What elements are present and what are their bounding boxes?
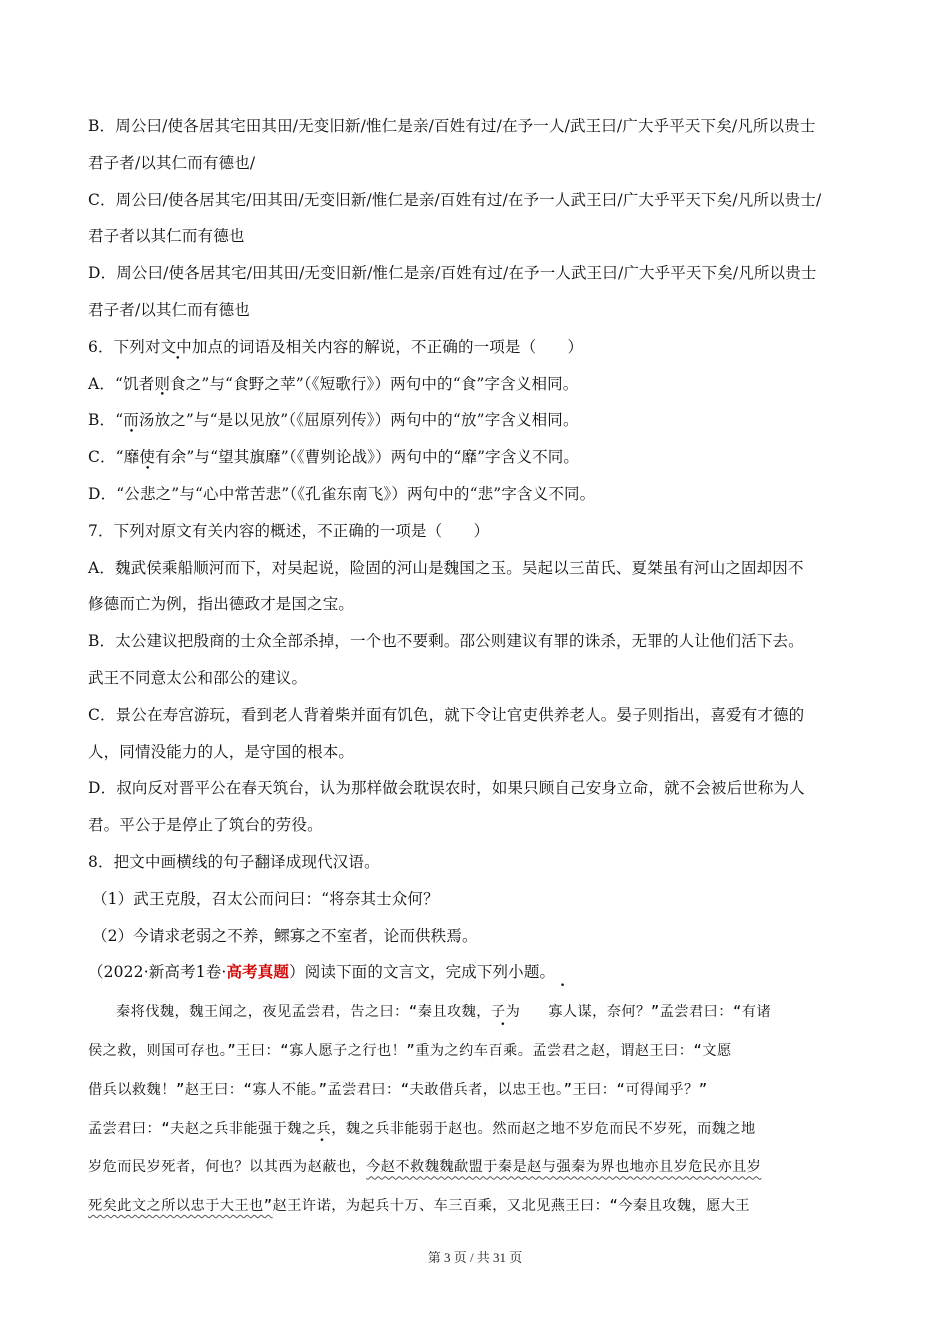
- passage-line-4: 孟尝君曰：“夫赵之兵非能强于魏之兵，魏之兵非能弱于赵也。然而赵之地不岁危而民不岁死，而魏之地: [88, 1120, 756, 1137]
- q8-stem: 8．把文中画横线的句子翻译成现代汉语。: [88, 852, 380, 871]
- source-post: ）阅读下面的文言文，完成下列小题。: [289, 963, 556, 982]
- q7-option-b-line1: B．太公建议把殷商的士众全部杀掉，一个也不要剩。邵公则建议有罪的诛杀，无罪的人让他们活下去。: [88, 632, 804, 651]
- passage-text: 。孟尝君之赵，谓赵王曰：“文愿: [517, 1042, 732, 1059]
- page-footer: 第 3 页 / 共 31 页: [427, 1250, 523, 1265]
- q6-option-c: [88, 439, 864, 476]
- classical-passage: [88, 993, 864, 1226]
- q8-sentence-1: （1）武王克殷，召太公而问曰：“将奈其士众何？: [92, 889, 439, 908]
- q6-d-dotted-word: 悲: [139, 484, 156, 503]
- q5-option-b-line1: B．周公曰/使各居其宅田其田/无变旧新/惟仁是亲/百姓有过/在予一人/武王曰/广大乎平天下矣/凡所以贵士: [88, 117, 816, 135]
- q6-a-dotted-word: 食: [170, 374, 186, 393]
- passage-text: 谋，奈何？”孟尝君曰：“有诸: [577, 1004, 772, 1021]
- page-content: [88, 108, 864, 1226]
- q6-option-b: [88, 402, 864, 439]
- q7-option-c-line2: 人，同情没能力的人，是守国的根本。: [88, 742, 355, 761]
- passage-line-2: [88, 1032, 864, 1071]
- q5-option-b-line2: 君子者/以其仁而有德也/: [88, 153, 256, 172]
- q6-c-post: 使有余”与“望其旗靡”（《曹刿论战》）两句中的“靡”字含义不同。: [139, 448, 580, 467]
- passage-wavy-underline: 死矣此文之所以忠于大王也”: [88, 1198, 273, 1215]
- q6-b-pre: B．“而汤: [88, 411, 155, 430]
- passage-line-5: [88, 1148, 864, 1187]
- q7-option-b-line2: 武王不同意太公和邵公的建议。: [88, 668, 308, 687]
- q6-a-pre: A．“饥者则: [88, 374, 171, 393]
- q6-a-post: 之”与“食野之苹”（《短歌行》）两句中的“食”字含义相同。: [185, 374, 579, 393]
- passage-text: 岁危而民岁死者，何也？以其西为: [88, 1159, 308, 1176]
- q5-option-d-line2: 君子者/以其仁而有德也: [88, 300, 250, 319]
- q6-c-dotted-word: 靡: [123, 448, 140, 467]
- q6-option-a: [88, 366, 864, 403]
- q6-b-post: 之”与“是以见放”（《屈原列传》）两句中的“放”字含义相同。: [170, 411, 579, 430]
- source-tag: 高考真题: [226, 962, 290, 982]
- q6-d-pre: D．“公: [88, 484, 140, 503]
- q7-stem: 7．下列对原文有关内容的概述，不正确的一项是（ ）: [88, 521, 490, 540]
- q7-option-c-line1: C．景公在寿宫游玩，看到老人背着柴并面有饥色，就下令让官吏供养老人。晏子则指出，喜爱有才德的: [88, 705, 805, 724]
- passage-dotted-word: 百乘: [488, 1042, 518, 1059]
- passage-line-3: 借兵以救魏！”赵王曰：“寡人不能。”孟尝君曰：“夫敢借兵者，以忠王也。”王曰：“可得闻乎？”: [88, 1081, 708, 1098]
- q6-c-pre: C．“: [88, 448, 124, 467]
- passage-line-6: [88, 1187, 864, 1226]
- q5-option-c-line1: C．周公曰/使各居其宅/田其田/无变旧新/惟仁是亲/百姓有过/在予一人武王曰/广大乎平天下矣/凡所以贵士/: [88, 190, 822, 209]
- q6-stem: 6．下列对文中加点的词语及相关内容的解说，不正确的一项是（ ）: [88, 337, 584, 356]
- q7-option-d-line1: D．叔向反对晋平公在春天筑台，认为那样做会耽误农时，如果只顾自己安身立命，就不会被后世称为人: [88, 779, 805, 798]
- q7-option-d-line2: 君。平公于是停止了筑台的劳役。: [88, 816, 323, 835]
- passage-text: 秦将伐魏，魏王闻之，夜见孟尝君，告之曰：“秦且攻魏，子为: [116, 1004, 521, 1021]
- passage-dotted-word: 赵蔽: [307, 1159, 337, 1176]
- passage-text: 也，: [336, 1159, 367, 1176]
- q6-b-dotted-word: 放: [154, 411, 171, 430]
- passage-text: 侯之救，则国可存也。”王曰：“寡人愿子之行也！”重为之约车: [88, 1042, 489, 1059]
- passage-dotted-word: 寡人: [548, 1004, 578, 1021]
- passage-line-1: [88, 993, 864, 1032]
- q8-sentence-2: （2）今请求老弱之不养，鳏寡之不室者，论而供秩焉。: [92, 926, 478, 945]
- q7-option-a-line2: 修德而亡为例，指出德政才是国之宝。: [88, 595, 355, 614]
- source-pre: （2022·新高考1卷·: [88, 963, 227, 982]
- passage-text: 赵王许诺，为起兵十万、车三百乘，又北见燕王曰：“今秦且攻魏，愿大王: [272, 1198, 751, 1215]
- q5-option-c-line2: 君子者以其仁而有德也: [88, 227, 245, 246]
- q5-option-d-line1: D．周公曰/使各居其宅/田其田/无变旧新/惟仁是亲/百姓有过/在予一人武王曰/广大乎平天下矣/凡所以贵士: [88, 264, 817, 283]
- q6-d-post: 之”与“心中常苦悲”（《孔雀东南飞》）两句中的“悲”字含义不同。: [155, 484, 596, 503]
- passage-wavy-underline: 今赵不救魏魏歃盟于秦是赵与强秦为界也地亦且岁危民亦且岁: [366, 1159, 762, 1176]
- q7-option-a-line1: A．魏武侯乘船顺河而下，对吴起说，险固的河山是魏国之玉。吴起以三苗氏、夏桀虽有河山之固却因不: [88, 558, 804, 577]
- source-line: [88, 954, 864, 991]
- q6-option-d: [88, 476, 864, 513]
